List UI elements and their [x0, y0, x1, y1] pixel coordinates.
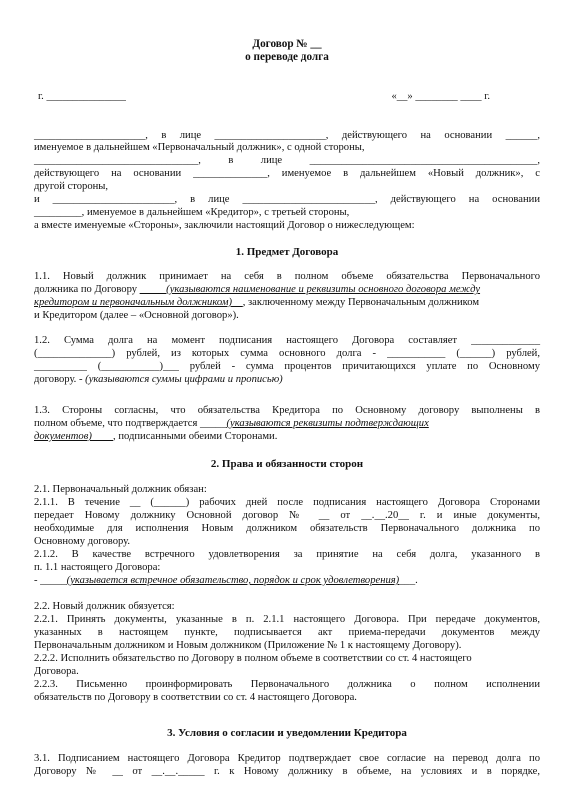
parties-line: _________, именуемое в дальнейшем «Кредитор», с третьей стороны, [34, 207, 350, 218]
parties-line: действующего на основании ______________, именуемое в дальнейшем «Новый должник», с [34, 168, 540, 179]
clause-2-1-2 [34, 575, 540, 587]
clause-1-1: и Кредитором (далее – «Основной договор»). [34, 310, 239, 321]
clause-2-2-2: Договора. [34, 666, 79, 677]
clause-text: - _____ [34, 575, 67, 586]
clause-2-2-1: Первоначальным должником и Новым должником (Приложение № 1 к настоящему Договору). [34, 640, 462, 651]
date-field: «__» ________ ____ г. [391, 91, 490, 102]
clause-2-2-2: 2.2.2. Исполнить обязательство по Договору в полном объеме в соответствии со ст. 4 настоящего [34, 653, 472, 664]
clause-1-1 [34, 297, 540, 309]
parties-line: и _______________________, в лице _________________________, действующего на основании [34, 194, 540, 205]
place-field: г. _______________ [38, 91, 126, 102]
clause-text: , заключенному между Первоначальным должником [242, 297, 480, 308]
clause-2-2-1: 2.2.1. Принять документы, указанные в п. 2.1.1 настоящего Договора. При передаче документов, [34, 614, 540, 625]
clause-1-3 [34, 431, 540, 443]
clause-2-1: 2.1. Первоначальный должник обязан: [34, 484, 207, 495]
clause-placeholder: _____(указываются наименование и реквизиты основного договора между [139, 284, 481, 295]
clause-2-1-1: передает Новому должнику Основной договор № __ от __.__.20__ г. и иные документы, [34, 510, 540, 521]
parties-line: _______________________________, в лице ___________________________________________, [34, 155, 540, 166]
clause-1-3 [34, 418, 540, 430]
clause-2-2-3: обязательств по Договору в соответствии со ст. 4 настоящего Договора. [34, 692, 357, 703]
section-1-heading: 1. Предмет Договора [235, 246, 339, 258]
parties-line: а вместе именуемые «Стороны», заключили настоящий Договор о нижеследующем: [34, 220, 415, 231]
clause-2-1-2: 2.1.2. В качестве встречного удовлетворения за принятие на себя долга, указанного в [34, 549, 540, 560]
clause-2-2-1: указанных в настоящем пункте, подписывается акт приема-передачи документов между [34, 627, 540, 638]
clause-1-2 [34, 374, 540, 386]
clause-3-1: Договору № __ от __.__._____ г. к Новому должнику в объеме, на условиях и в порядке, [34, 766, 540, 777]
clause-2-2-3: 2.2.3. Письменно проинформировать Первоначального должника о полном исполнении [34, 679, 540, 690]
clause-2-1-1: необходимые для исполнения Новым должником обязательств Первоначального должника по [34, 523, 540, 534]
document-title: Договор № __ [252, 38, 322, 50]
clause-1-1: 1.1. Новый должник принимает на себя в полном объеме обязательства Первоначального [34, 271, 540, 282]
clause-2-1-1: 2.1.1. В течение __ (______) рабочих дней после подписания настоящего Договора Сторонами [34, 497, 540, 508]
parties-line: другой стороны, [34, 181, 109, 192]
clause-placeholder: (указывается встречное обязательство, порядок и срок удовлетворения) [66, 575, 400, 586]
clause-placeholder: (указываются суммы цифрами и прописью) [85, 374, 283, 385]
clause-text: , подписанными обеими Сторонами. [113, 431, 278, 442]
clause-placeholder: (указываются реквизиты подтверждающих [226, 418, 429, 429]
clause-1-1 [34, 284, 540, 296]
clause-1-3: 1.3. Стороны согласны, что обязательства Кредитора по Основному договору выполнены в [34, 405, 540, 416]
clause-text: должника по Договору [34, 284, 140, 295]
clause-placeholder: кредитором и первоначальным должником)__ [34, 297, 243, 308]
document-subtitle: о переводе долга [245, 51, 329, 63]
clause-2-1-2: п. 1.1 настоящего Договора: [34, 562, 161, 573]
clause-placeholder: документов)____ [34, 431, 114, 442]
parties-line: именуемое в дальнейшем «Первоначальный должник», с одной стороны, [34, 142, 365, 153]
clause-3-1: 3.1. Подписанием настоящего Договора Кредитор подтверждает свое согласие на перевод долга по [34, 753, 540, 764]
clause-1-2: __________ (___________)___ рублей - сумма процентов причитающихся уплате по Основному [34, 361, 540, 372]
parties-line: _____________________, в лице _____________________, действующего на основании ______, [34, 130, 540, 141]
clause-1-2: 1.2. Сумма долга на момент подписания настоящего Договора составляет _____________ [34, 335, 540, 346]
clause-text: полном объеме, что подтверждается _____ [34, 418, 227, 429]
clause-2-1-1: Основному договору. [34, 536, 131, 547]
clause-text: договору. - [34, 374, 86, 385]
clause-1-2: (______________) рублей, из которых сумма основного долга - ___________ (______) рублей, [34, 348, 540, 359]
clause-2-2: 2.2. Новый должник обязуется: [34, 601, 175, 612]
section-2-heading: 2. Права и обязанности сторон [210, 458, 364, 470]
clause-text: ___. [399, 575, 418, 586]
section-3-heading: 3. Условия о согласии и уведомлении Кредитора [167, 727, 407, 739]
